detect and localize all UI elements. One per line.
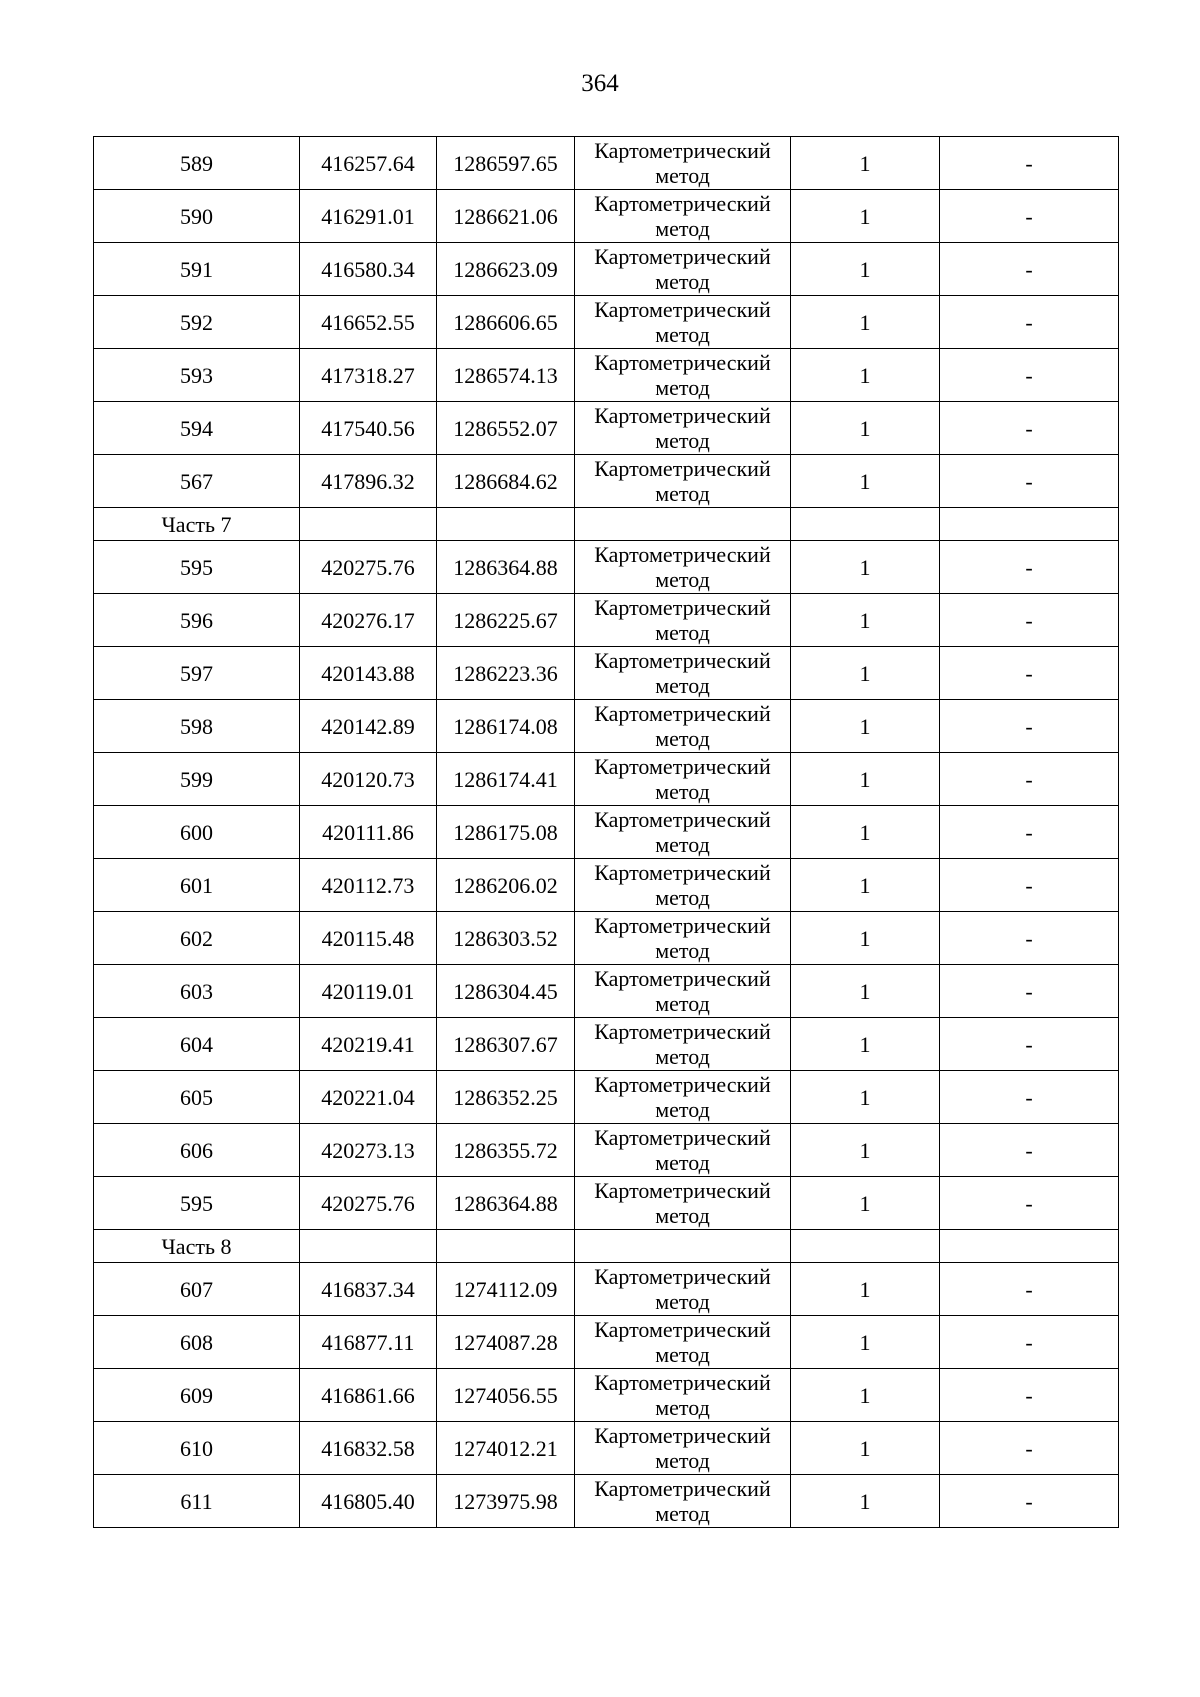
point-id-cell: 592 bbox=[94, 296, 300, 349]
point-id-cell: 610 bbox=[94, 1422, 300, 1475]
table-row bbox=[94, 594, 1119, 647]
accuracy-cell: 1 bbox=[791, 541, 940, 594]
method-cell: Картометрический метод bbox=[575, 296, 791, 349]
table-row bbox=[94, 806, 1119, 859]
table-row bbox=[94, 912, 1119, 965]
y-coordinate-cell: 1286225.67 bbox=[437, 594, 575, 647]
table-row bbox=[94, 1475, 1119, 1528]
note-cell: - bbox=[940, 912, 1119, 965]
point-id-cell: 607 bbox=[94, 1263, 300, 1316]
note-cell: - bbox=[940, 700, 1119, 753]
method-cell: Картометрический метод bbox=[575, 1071, 791, 1124]
note-cell: - bbox=[940, 1124, 1119, 1177]
y-coordinate-cell: 1286552.07 bbox=[437, 402, 575, 455]
accuracy-cell: 1 bbox=[791, 647, 940, 700]
point-id-cell: 605 bbox=[94, 1071, 300, 1124]
method-cell: Картометрический метод bbox=[575, 349, 791, 402]
table-row bbox=[94, 541, 1119, 594]
note-cell: - bbox=[940, 753, 1119, 806]
note-cell: - bbox=[940, 1369, 1119, 1422]
accuracy-cell: 1 bbox=[791, 1475, 940, 1528]
part-label: Часть 7 bbox=[94, 508, 300, 541]
x-coordinate-cell: 420275.76 bbox=[300, 1177, 437, 1230]
x-coordinate-cell: 417540.56 bbox=[300, 402, 437, 455]
accuracy-cell: 1 bbox=[791, 137, 940, 190]
y-coordinate-cell: 1286303.52 bbox=[437, 912, 575, 965]
note-cell: - bbox=[940, 296, 1119, 349]
method-cell: Картометрический метод bbox=[575, 806, 791, 859]
point-id-cell: 599 bbox=[94, 753, 300, 806]
accuracy-cell: 1 bbox=[791, 1124, 940, 1177]
accuracy-cell: 1 bbox=[791, 1369, 940, 1422]
x-coordinate-cell: 420142.89 bbox=[300, 700, 437, 753]
accuracy-cell: 1 bbox=[791, 1422, 940, 1475]
accuracy-cell: 1 bbox=[791, 243, 940, 296]
table-row bbox=[94, 1071, 1119, 1124]
y-coordinate-cell: 1286597.65 bbox=[437, 137, 575, 190]
y-coordinate-cell: 1274056.55 bbox=[437, 1369, 575, 1422]
y-coordinate-cell: 1286364.88 bbox=[437, 1177, 575, 1230]
empty-cell bbox=[791, 1230, 940, 1263]
method-cell: Картометрический метод bbox=[575, 753, 791, 806]
table-row bbox=[94, 1316, 1119, 1369]
y-coordinate-cell: 1274112.09 bbox=[437, 1263, 575, 1316]
point-id-cell: 593 bbox=[94, 349, 300, 402]
method-cell: Картометрический метод bbox=[575, 700, 791, 753]
method-cell: Картометрический метод bbox=[575, 912, 791, 965]
table-row bbox=[94, 1422, 1119, 1475]
empty-cell bbox=[575, 508, 791, 541]
part-header-row bbox=[94, 508, 1119, 541]
x-coordinate-cell: 420275.76 bbox=[300, 541, 437, 594]
coordinates-table bbox=[93, 136, 1119, 1528]
table-row bbox=[94, 1177, 1119, 1230]
point-id-cell: 589 bbox=[94, 137, 300, 190]
table-row bbox=[94, 243, 1119, 296]
accuracy-cell: 1 bbox=[791, 700, 940, 753]
empty-cell bbox=[575, 1230, 791, 1263]
point-id-cell: 609 bbox=[94, 1369, 300, 1422]
x-coordinate-cell: 420221.04 bbox=[300, 1071, 437, 1124]
accuracy-cell: 1 bbox=[791, 1018, 940, 1071]
point-id-cell: 604 bbox=[94, 1018, 300, 1071]
table-row bbox=[94, 1018, 1119, 1071]
table-row bbox=[94, 1124, 1119, 1177]
y-coordinate-cell: 1286621.06 bbox=[437, 190, 575, 243]
y-coordinate-cell: 1286223.36 bbox=[437, 647, 575, 700]
x-coordinate-cell: 420119.01 bbox=[300, 965, 437, 1018]
method-cell: Картометрический метод bbox=[575, 1124, 791, 1177]
table-row bbox=[94, 1263, 1119, 1316]
y-coordinate-cell: 1286206.02 bbox=[437, 859, 575, 912]
accuracy-cell: 1 bbox=[791, 349, 940, 402]
empty-cell bbox=[940, 508, 1119, 541]
y-coordinate-cell: 1286304.45 bbox=[437, 965, 575, 1018]
x-coordinate-cell: 416652.55 bbox=[300, 296, 437, 349]
accuracy-cell: 1 bbox=[791, 594, 940, 647]
x-coordinate-cell: 420115.48 bbox=[300, 912, 437, 965]
note-cell: - bbox=[940, 1018, 1119, 1071]
note-cell: - bbox=[940, 402, 1119, 455]
y-coordinate-cell: 1286307.67 bbox=[437, 1018, 575, 1071]
accuracy-cell: 1 bbox=[791, 806, 940, 859]
accuracy-cell: 1 bbox=[791, 1263, 940, 1316]
note-cell: - bbox=[940, 349, 1119, 402]
point-id-cell: 594 bbox=[94, 402, 300, 455]
x-coordinate-cell: 420219.41 bbox=[300, 1018, 437, 1071]
y-coordinate-cell: 1273975.98 bbox=[437, 1475, 575, 1528]
page-number: 364 bbox=[581, 70, 619, 97]
method-cell: Картометрический метод bbox=[575, 541, 791, 594]
note-cell: - bbox=[940, 1263, 1119, 1316]
part-label: Часть 8 bbox=[94, 1230, 300, 1263]
x-coordinate-cell: 420273.13 bbox=[300, 1124, 437, 1177]
note-cell: - bbox=[940, 859, 1119, 912]
table-row bbox=[94, 402, 1119, 455]
accuracy-cell: 1 bbox=[791, 859, 940, 912]
x-coordinate-cell: 416877.11 bbox=[300, 1316, 437, 1369]
point-id-cell: 600 bbox=[94, 806, 300, 859]
accuracy-cell: 1 bbox=[791, 190, 940, 243]
x-coordinate-cell: 420120.73 bbox=[300, 753, 437, 806]
x-coordinate-cell: 420276.17 bbox=[300, 594, 437, 647]
y-coordinate-cell: 1286352.25 bbox=[437, 1071, 575, 1124]
x-coordinate-cell: 420143.88 bbox=[300, 647, 437, 700]
y-coordinate-cell: 1286174.08 bbox=[437, 700, 575, 753]
point-id-cell: 606 bbox=[94, 1124, 300, 1177]
accuracy-cell: 1 bbox=[791, 753, 940, 806]
accuracy-cell: 1 bbox=[791, 402, 940, 455]
accuracy-cell: 1 bbox=[791, 912, 940, 965]
point-id-cell: 567 bbox=[94, 455, 300, 508]
empty-cell bbox=[940, 1230, 1119, 1263]
point-id-cell: 591 bbox=[94, 243, 300, 296]
method-cell: Картометрический метод bbox=[575, 647, 791, 700]
table-row bbox=[94, 647, 1119, 700]
point-id-cell: 595 bbox=[94, 1177, 300, 1230]
note-cell: - bbox=[940, 1177, 1119, 1230]
method-cell: Картометрический метод bbox=[575, 455, 791, 508]
table-row bbox=[94, 137, 1119, 190]
y-coordinate-cell: 1286606.65 bbox=[437, 296, 575, 349]
note-cell: - bbox=[940, 455, 1119, 508]
y-coordinate-cell: 1286175.08 bbox=[437, 806, 575, 859]
point-id-cell: 597 bbox=[94, 647, 300, 700]
note-cell: - bbox=[940, 965, 1119, 1018]
point-id-cell: 603 bbox=[94, 965, 300, 1018]
table-row bbox=[94, 296, 1119, 349]
table-row bbox=[94, 965, 1119, 1018]
y-coordinate-cell: 1286623.09 bbox=[437, 243, 575, 296]
table-row bbox=[94, 349, 1119, 402]
method-cell: Картометрический метод bbox=[575, 859, 791, 912]
y-coordinate-cell: 1286355.72 bbox=[437, 1124, 575, 1177]
accuracy-cell: 1 bbox=[791, 1071, 940, 1124]
table-row bbox=[94, 700, 1119, 753]
table-row bbox=[94, 455, 1119, 508]
y-coordinate-cell: 1286684.62 bbox=[437, 455, 575, 508]
note-cell: - bbox=[940, 1475, 1119, 1528]
table-row bbox=[94, 753, 1119, 806]
note-cell: - bbox=[940, 190, 1119, 243]
method-cell: Картометрический метод bbox=[575, 137, 791, 190]
table-body bbox=[94, 137, 1119, 1528]
point-id-cell: 596 bbox=[94, 594, 300, 647]
y-coordinate-cell: 1286574.13 bbox=[437, 349, 575, 402]
method-cell: Картометрический метод bbox=[575, 1316, 791, 1369]
x-coordinate-cell: 416832.58 bbox=[300, 1422, 437, 1475]
accuracy-cell: 1 bbox=[791, 455, 940, 508]
y-coordinate-cell: 1286174.41 bbox=[437, 753, 575, 806]
point-id-cell: 602 bbox=[94, 912, 300, 965]
note-cell: - bbox=[940, 806, 1119, 859]
empty-cell bbox=[791, 508, 940, 541]
point-id-cell: 598 bbox=[94, 700, 300, 753]
method-cell: Картометрический метод bbox=[575, 594, 791, 647]
x-coordinate-cell: 416837.34 bbox=[300, 1263, 437, 1316]
point-id-cell: 611 bbox=[94, 1475, 300, 1528]
empty-cell bbox=[437, 1230, 575, 1263]
table-row bbox=[94, 190, 1119, 243]
x-coordinate-cell: 416805.40 bbox=[300, 1475, 437, 1528]
point-id-cell: 608 bbox=[94, 1316, 300, 1369]
note-cell: - bbox=[940, 243, 1119, 296]
note-cell: - bbox=[940, 137, 1119, 190]
method-cell: Картометрический метод bbox=[575, 1475, 791, 1528]
x-coordinate-cell: 420112.73 bbox=[300, 859, 437, 912]
note-cell: - bbox=[940, 594, 1119, 647]
empty-cell bbox=[300, 1230, 437, 1263]
empty-cell bbox=[300, 508, 437, 541]
method-cell: Картометрический метод bbox=[575, 1177, 791, 1230]
table-row bbox=[94, 859, 1119, 912]
method-cell: Картометрический метод bbox=[575, 243, 791, 296]
x-coordinate-cell: 416291.01 bbox=[300, 190, 437, 243]
x-coordinate-cell: 416257.64 bbox=[300, 137, 437, 190]
x-coordinate-cell: 416861.66 bbox=[300, 1369, 437, 1422]
method-cell: Картометрический метод bbox=[575, 1018, 791, 1071]
note-cell: - bbox=[940, 647, 1119, 700]
point-id-cell: 590 bbox=[94, 190, 300, 243]
x-coordinate-cell: 417896.32 bbox=[300, 455, 437, 508]
accuracy-cell: 1 bbox=[791, 965, 940, 1018]
part-header-row bbox=[94, 1230, 1119, 1263]
method-cell: Картометрический метод bbox=[575, 1369, 791, 1422]
y-coordinate-cell: 1286364.88 bbox=[437, 541, 575, 594]
empty-cell bbox=[437, 508, 575, 541]
accuracy-cell: 1 bbox=[791, 296, 940, 349]
note-cell: - bbox=[940, 1422, 1119, 1475]
method-cell: Картометрический метод bbox=[575, 1422, 791, 1475]
note-cell: - bbox=[940, 1316, 1119, 1369]
method-cell: Картометрический метод bbox=[575, 402, 791, 455]
method-cell: Картометрический метод bbox=[575, 1263, 791, 1316]
table-row bbox=[94, 1369, 1119, 1422]
accuracy-cell: 1 bbox=[791, 1177, 940, 1230]
accuracy-cell: 1 bbox=[791, 1316, 940, 1369]
note-cell: - bbox=[940, 1071, 1119, 1124]
x-coordinate-cell: 417318.27 bbox=[300, 349, 437, 402]
y-coordinate-cell: 1274087.28 bbox=[437, 1316, 575, 1369]
method-cell: Картометрический метод bbox=[575, 190, 791, 243]
point-id-cell: 601 bbox=[94, 859, 300, 912]
x-coordinate-cell: 416580.34 bbox=[300, 243, 437, 296]
point-id-cell: 595 bbox=[94, 541, 300, 594]
note-cell: - bbox=[940, 541, 1119, 594]
x-coordinate-cell: 420111.86 bbox=[300, 806, 437, 859]
y-coordinate-cell: 1274012.21 bbox=[437, 1422, 575, 1475]
method-cell: Картометрический метод bbox=[575, 965, 791, 1018]
